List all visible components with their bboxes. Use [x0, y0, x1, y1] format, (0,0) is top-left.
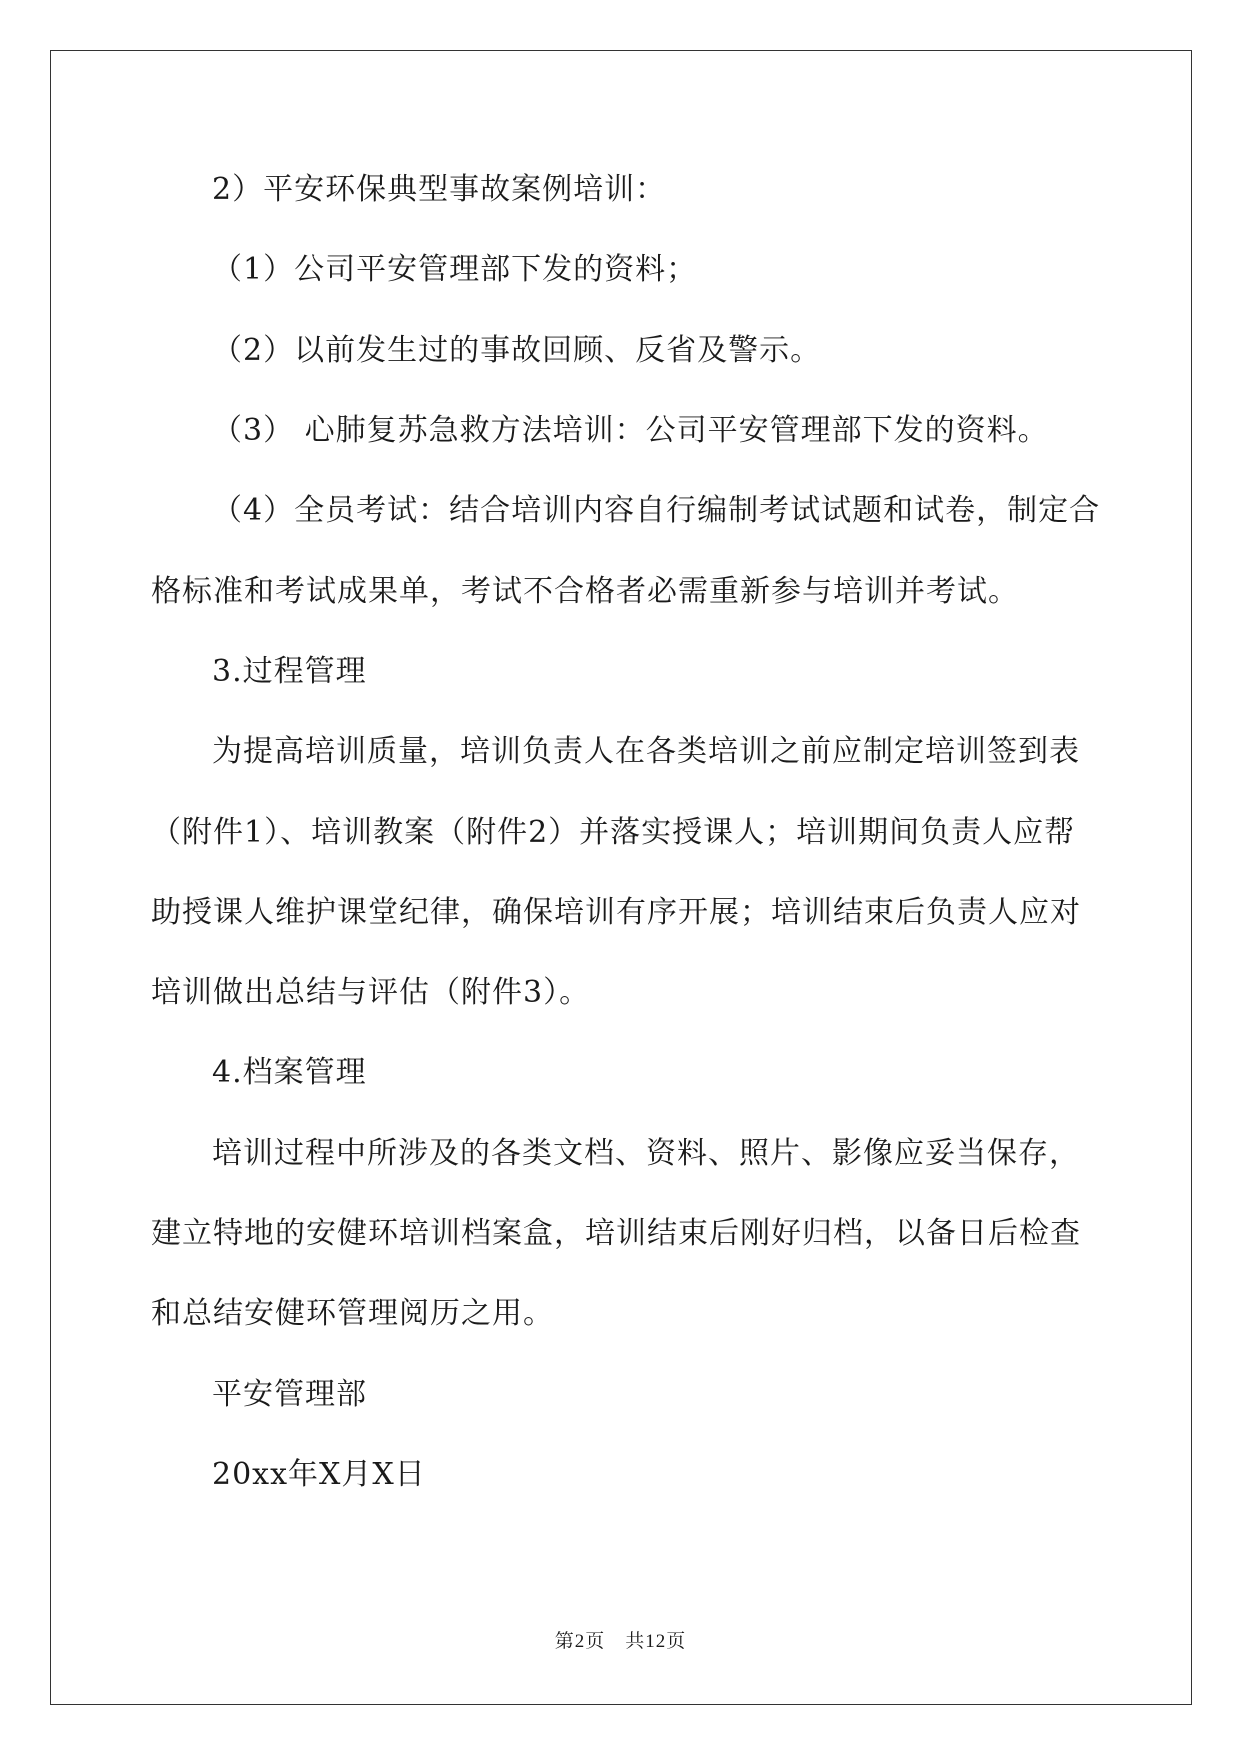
section-heading: 4.档案管理: [212, 1055, 367, 1090]
footer-page-number: 2: [574, 1631, 586, 1652]
text-line: 培训过程中所涉及的各类文档、资料、照片、影像应妥当保存，: [212, 1136, 1080, 1171]
text-line: 2）平安环保典型事故案例培训：: [212, 172, 667, 207]
text-line: 培训做出总结与评估（附件3）。: [151, 975, 591, 1010]
text-line: （2）以前发生过的事故回顾、反省及警示。: [212, 333, 822, 368]
footer-prefix: 第: [554, 1630, 575, 1652]
footer-total-pages: 12: [645, 1631, 667, 1652]
text-line: 助授课人维护课堂纪律，确保培训有序开展；培训结束后负责人应对: [151, 895, 1081, 930]
text-line: （3） 心肺复苏急救方法培训：公司平安管理部下发的资料。: [212, 413, 1049, 448]
text-line: （附件1）、培训教案（附件2）并落实授课人；培训期间负责人应帮: [151, 815, 1076, 850]
text-line: 格标准和考试成果单，考试不合格者必需重新参与培训并考试。: [151, 574, 1019, 609]
signature-date: 20xx年X月X日: [212, 1457, 426, 1492]
text-line: 建立特地的安健环培训档案盒，培训结束后刚好归档，以备日后检查: [151, 1216, 1081, 1251]
page-footer: [0, 1629, 1241, 1654]
footer-mid: 页 共: [585, 1630, 646, 1652]
text-line: （1）公司平安管理部下发的资料；: [212, 252, 698, 287]
text-line: 为提高培训质量，培训负责人在各类培训之前应制定培训签到表: [212, 734, 1080, 769]
signature-department: 平安管理部: [212, 1377, 367, 1412]
text-line: 和总结安健环管理阅历之用。: [151, 1296, 554, 1331]
section-heading: 3.过程管理: [212, 654, 367, 689]
footer-suffix: 页: [666, 1630, 687, 1652]
text-line: （4）全员考试：结合培训内容自行编制考试试题和试卷，制定合: [212, 493, 1101, 528]
